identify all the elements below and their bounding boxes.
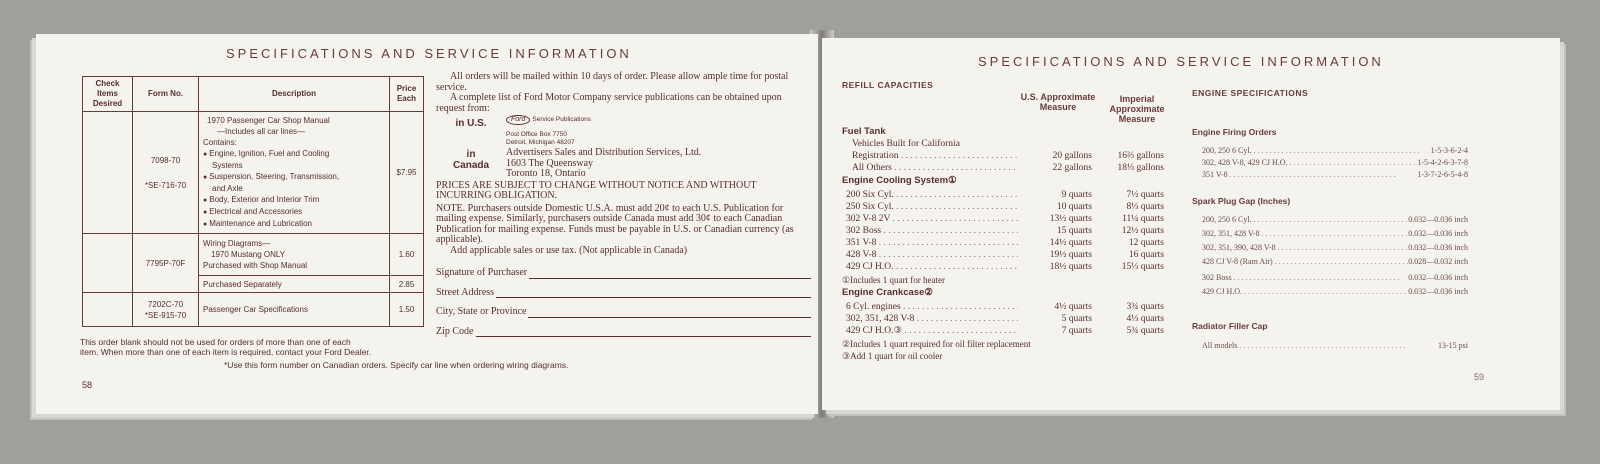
check-box-cell[interactable]	[83, 234, 133, 293]
price-cell: 1.60	[390, 234, 424, 276]
address-line: Toronto 18, Ontario	[506, 168, 586, 179]
form-no-canada: *SE-716-70	[144, 180, 187, 190]
canada-label: Canada	[452, 159, 490, 171]
us-label: in U.S.	[455, 118, 487, 129]
column-header-us: U.S. Approximate Measure	[1020, 92, 1096, 112]
list-item: ● Engine, Ignition, Fuel and Cooling	[203, 148, 385, 160]
contains-label: Contains:	[203, 138, 237, 147]
row-label: All Others . . .	[852, 162, 1018, 174]
address-line: 1603 The Queensway	[506, 157, 594, 169]
page-number: 58	[82, 380, 93, 390]
table-header-row	[83, 77, 424, 112]
item-subtitle: —Includes all car lines—	[217, 127, 306, 136]
list-item: Systems	[212, 161, 243, 170]
table-row: 429 CJ H.O. . . . 18½ quarts 15⅓ quarts	[846, 261, 1164, 273]
footnote: ③Add 1 quart for oil cooler	[842, 351, 943, 361]
table-row: 428 CJ V-8 (Ram Air) . . . 0.028—0.032 inch	[1202, 256, 1468, 267]
table-row	[83, 293, 424, 327]
group-heading: Radiator Filler Cap	[1192, 321, 1268, 331]
table-row: All models . . . 13-15 psi	[1202, 340, 1468, 351]
price-cell: 2.85	[390, 276, 424, 293]
left-page	[36, 34, 818, 414]
description-cell: Purchased Separately	[199, 276, 390, 293]
page-number: 59	[1474, 372, 1485, 382]
table-row: 429 CJ H.O.③ . . . 7 quarts 5¾ quarts	[846, 325, 1164, 337]
column-header-imperial: Imperial Approximate Measure	[1109, 94, 1165, 124]
street-field[interactable]	[436, 288, 811, 299]
us-value: 20 gallons	[1052, 151, 1092, 161]
item-line: Purchased with Shop Manual	[203, 261, 308, 270]
address-line: Advertisers Sales and Distribution Services, Ltd.	[506, 147, 702, 158]
table-row: 302, 351, 390, 428 V-8 . . . 0.032—0.036 inch	[1202, 242, 1468, 253]
description-cell	[199, 112, 390, 234]
footnote: ②Includes 1 quart required for oil filter replacement	[842, 339, 1031, 349]
imperial-value: 18⅓ gallons	[1117, 163, 1164, 173]
address-line: Detroit, Michigan 48207	[506, 139, 575, 146]
table-row: 302, 428 V-8, 429 CJ H.O. . . . 1-5-4-2-6-3-7-8	[1202, 157, 1468, 168]
order-note: item. When more than one of each item is required, contact your Ford Dealer.	[80, 347, 372, 357]
table-row	[852, 162, 1164, 174]
list-item: ● Maintenance and Lubrication	[203, 218, 385, 230]
group-heading: Spark Plug Gap (Inches)	[1192, 196, 1291, 206]
table-row	[852, 150, 1164, 162]
table-row: 302 Boss . . . 0.032—0.036 inch	[1202, 272, 1468, 283]
canada-address	[436, 148, 811, 180]
group-heading: Engine Cooling System①	[842, 175, 957, 186]
address-line: Post Office Box 7750	[506, 131, 567, 138]
field-label: Street Address	[436, 286, 495, 298]
price-notice: PRICES ARE SUBJECT TO CHANGE WITHOUT NOTICE AND WITHOUT INCURRING OBLIGATION.	[436, 179, 757, 201]
group-heading: Fuel Tank	[842, 126, 886, 137]
order-note: This order blank should not be used for orders of more than one of each	[80, 337, 351, 347]
form-no-cell: 7795P-70F	[133, 234, 199, 293]
column-header-description: Description	[199, 77, 390, 112]
page-heading: SPECIFICATIONS AND SERVICE INFORMATION	[978, 54, 1384, 69]
item-line: 1970 Mustang ONLY	[211, 250, 286, 259]
table-row: 428 V-8 . . . 19½ quarts 16 quarts	[846, 249, 1164, 261]
price-cell: $7.95	[390, 112, 424, 234]
check-box-cell[interactable]	[83, 293, 133, 327]
section-heading: REFILL CAPACITIES	[842, 80, 934, 90]
canada-label: in	[466, 149, 476, 160]
right-page	[822, 38, 1560, 410]
table-row: 302, 351, 428 V-8 . . . 5 quarts 4⅓ quarts	[846, 313, 1164, 325]
description-cell: Passenger Car Specifications	[199, 293, 390, 327]
item-title: 1970 Passenger Car Shop Manual	[207, 116, 330, 125]
ordering-instructions	[436, 72, 811, 337]
column-header-form-no: Form No.	[133, 77, 199, 112]
us-address	[436, 115, 811, 147]
order-form-table	[82, 76, 424, 327]
footnote: ①Includes 1 quart for heater	[842, 275, 946, 285]
form-no-cell	[133, 112, 199, 234]
paragraph: NOTE. Purchasers outside Domestic U.S.A. must add 20¢ to each U.S. Publication for mailing expense. Similarly, purchasers outside Canada must add 30¢ to each Canadian Publication for mailing expense. Funds must be payable in U.S. or Canadian currency (as applicable).	[436, 202, 794, 245]
column-header-price: Price Each	[390, 77, 424, 112]
footnote: *Use this form number on Canadian orders. Specify car line when ordering wiring diagrams.	[224, 360, 569, 370]
zip-field[interactable]	[436, 327, 811, 338]
form-no: 7098-70	[150, 155, 181, 165]
paragraph: A complete list of Ford Motor Company service publications can be obtained upon request from:	[436, 92, 782, 114]
list-item: ● Body, Exterior and Interior Trim	[203, 194, 385, 206]
table-row: 6 Cyl. engines . . . 4½ quarts 3¾ quarts	[846, 301, 1164, 313]
ford-logo-icon: Ford	[506, 115, 530, 125]
price-cell: 1.50	[390, 293, 424, 327]
check-box-cell[interactable]	[83, 112, 133, 234]
field-label: Zip Code	[436, 325, 474, 337]
address-line: Service Publications	[532, 116, 591, 123]
group-heading: Engine Firing Orders	[1192, 127, 1277, 137]
field-label: City, State or Province	[436, 306, 527, 317]
form-no: 7202C-70	[147, 299, 184, 309]
table-row	[83, 234, 424, 276]
table-row: 302 Boss . . . 15 quarts 12½ quarts	[846, 225, 1164, 237]
imperial-value: 16⅔ gallons	[1117, 151, 1164, 161]
description-cell	[199, 234, 390, 276]
tax-note: Add applicable sales or use tax. (Not applicable in Canada)	[450, 244, 688, 256]
section-heading: ENGINE SPECIFICATIONS	[1192, 88, 1309, 98]
table-row: 302, 351, 428 V-8 . . . 0.032—0.036 inch	[1202, 228, 1468, 239]
table-row: 351 V-8 . . . 1-3-7-2-6-5-4-8	[1202, 169, 1468, 180]
row-label: Registration . . .	[852, 150, 1018, 162]
table-row: 302 V-8 2V . . . 13½ quarts 11¼ quarts	[846, 213, 1164, 225]
signature-field[interactable]	[436, 268, 811, 279]
table-row: 429 CJ H.O. . . . 0.032—0.036 inch	[1202, 286, 1468, 297]
us-value: 22 gallons	[1052, 163, 1092, 173]
form-no-canada: *SE-915-70	[144, 310, 187, 320]
item-title: Wiring Diagrams—	[203, 239, 271, 248]
list-item: ● Suspension, Steering, Transmission,	[203, 171, 385, 183]
paragraph: All orders will be mailed within 10 days of order. Please allow ample time for postal service.	[436, 71, 789, 93]
group-heading: Engine Crankcase②	[842, 287, 933, 298]
table-row	[83, 112, 424, 234]
table-row: 200, 250 6 Cyl. . . . 1-5-3-6-2-4	[1202, 145, 1468, 156]
city-field[interactable]	[436, 307, 811, 318]
table-row: 200 Six Cyl. . . . 9 quarts 7½ quarts	[846, 189, 1164, 201]
page-heading: SPECIFICATIONS AND SERVICE INFORMATION	[226, 46, 632, 61]
list-item: Vehicles Built for California	[852, 139, 960, 149]
list-item: and Axle	[212, 184, 243, 193]
form-no-cell	[133, 293, 199, 327]
table-row: 200, 250 6 Cyl. . . . 0.032—0.036 inch	[1202, 214, 1468, 225]
table-row: 351 V-8 . . . 14½ quarts 12 quarts	[846, 237, 1164, 249]
field-label: Signature of Purchaser	[436, 267, 528, 278]
table-row: 250 Six Cyl. . . . 10 quarts 8⅓ quarts	[846, 201, 1164, 213]
list-item: ● Electrical and Accessories	[203, 206, 385, 218]
column-header-check: Check Items Desired	[83, 77, 133, 112]
